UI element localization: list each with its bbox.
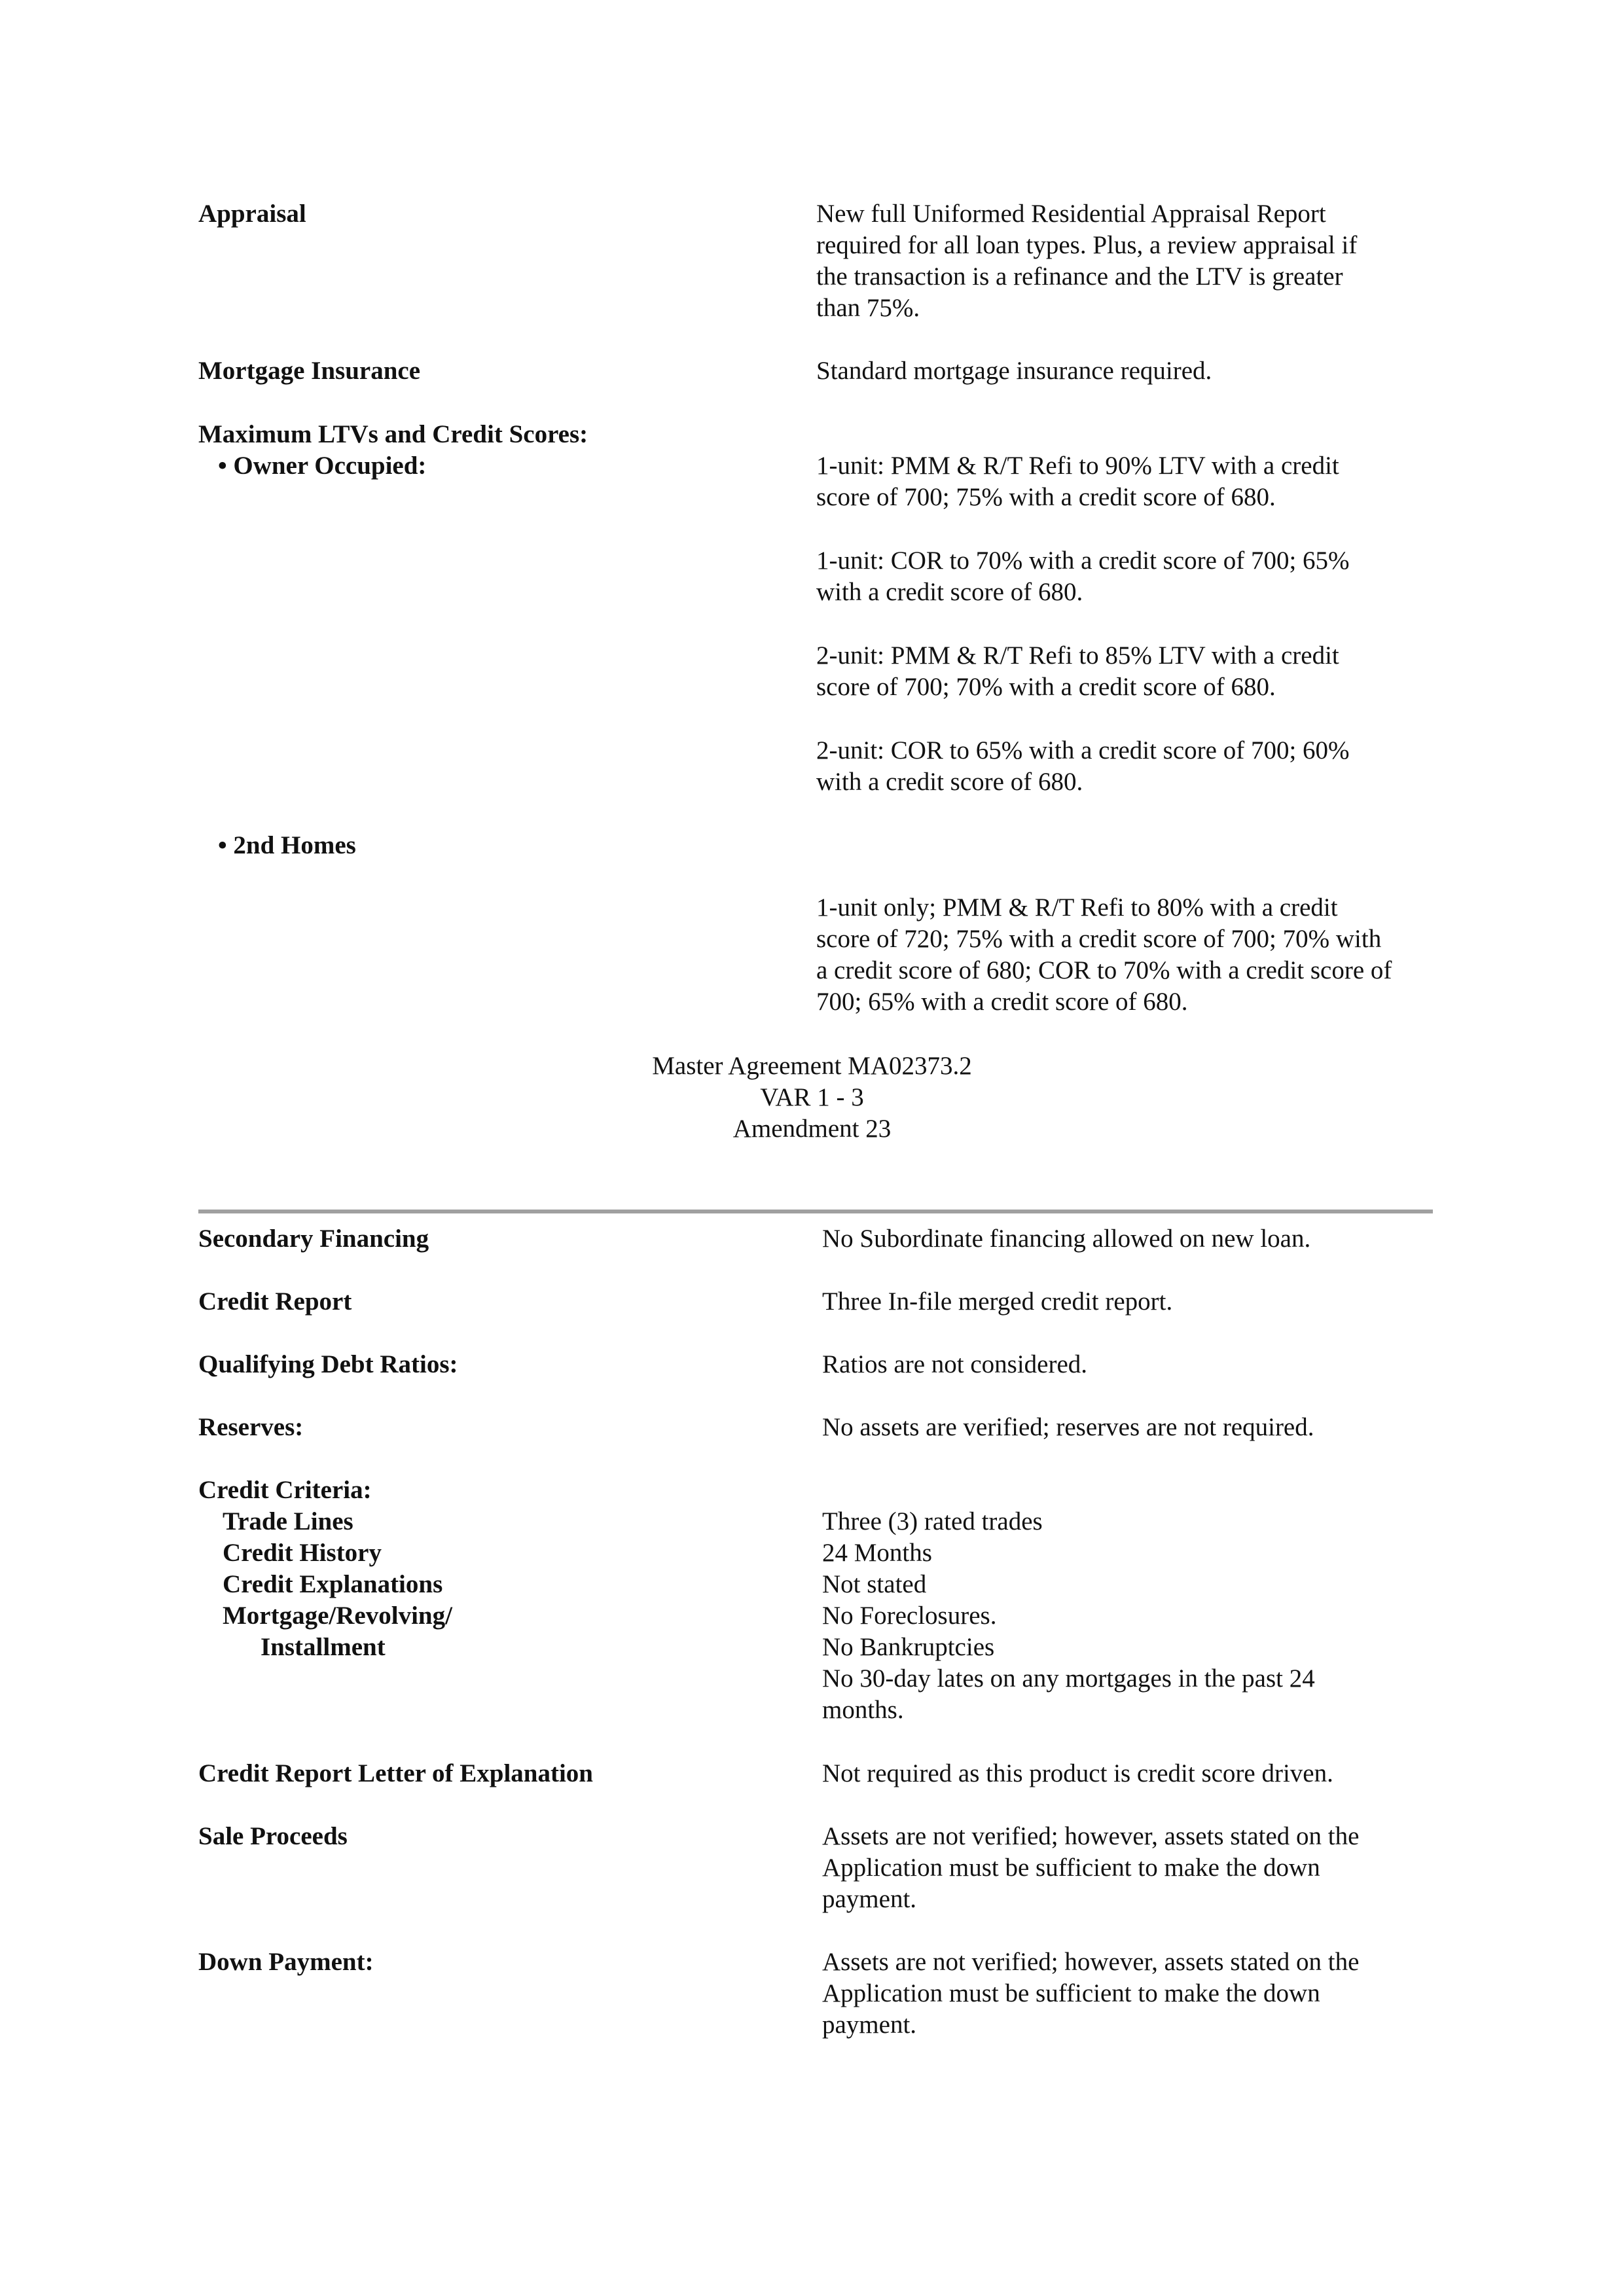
credit-report-value: Three In-file merged credit report. xyxy=(822,1287,1173,1316)
trade-lines-label: Trade Lines xyxy=(223,1507,353,1535)
qualifying-debt-ratios-label: Qualifying Debt Ratios: xyxy=(198,1350,458,1378)
qualifying-debt-ratios-value: Ratios are not considered. xyxy=(822,1350,1088,1378)
credit-explanations-value: Not stated xyxy=(822,1570,927,1598)
footer-amendment: Amendment 23 xyxy=(732,1115,892,1143)
second-homes-value: 1-unit only; PMM & R/T Refi to 80% with a credit score of 720; 75% with a credit score of 700; 70% with a credit score of 680; COR to 70% with a credit score of 700; 65% with a credit score of 680. xyxy=(816,893,1392,1016)
owner-occupied-item: 1-unit: PMM & R/T Refi to 90% LTV with a credit score of 700; 75% with a credit score of 680. xyxy=(816,452,1339,511)
owner-occupied-item: 1-unit: COR to 70% with a credit score of 700; 65% with a credit score of 680. xyxy=(816,547,1350,606)
secondary-financing-value: No Subordinate financing allowed on new loan. xyxy=(822,1225,1311,1253)
sale-proceeds-label: Sale Proceeds xyxy=(198,1822,348,1850)
footer-agreement: Master Agreement MA02373.2 xyxy=(652,1052,972,1080)
mortgage-revolving-label: Mortgage/Revolving/ xyxy=(223,1602,452,1630)
credit-history-label: Credit History xyxy=(223,1539,382,1567)
page-footer xyxy=(0,1050,1624,1145)
reserves-value: No assets are verified; reserves are not required. xyxy=(822,1413,1314,1441)
credit-history-value: 24 Months xyxy=(822,1539,932,1567)
down-payment-value: Assets are not verified; however, assets stated on the Application must be sufficient to make the down payment. xyxy=(822,1948,1360,2039)
credit-report-label: Credit Report xyxy=(198,1287,352,1316)
mortgage-insurance-value: Standard mortgage insurance required. xyxy=(816,357,1212,385)
credit-explanations-label: Credit Explanations xyxy=(223,1570,443,1598)
owner-occupied-item: 2-unit: PMM & R/T Refi to 85% LTV with a credit score of 700; 70% with a credit score of 680. xyxy=(816,641,1339,701)
trade-lines-value: Three (3) rated trades xyxy=(822,1507,1043,1535)
max-ltv-label: Maximum LTVs and Credit Scores: xyxy=(198,420,588,448)
down-payment-label: Down Payment: xyxy=(198,1948,374,1976)
appraisal-label: Appraisal xyxy=(198,200,306,228)
secondary-financing-label: Secondary Financing xyxy=(198,1225,429,1253)
owner-occupied-item: 2-unit: COR to 65% with a credit score of 700; 60% with a credit score of 680. xyxy=(816,736,1350,796)
footer-var: VAR 1 - 3 xyxy=(760,1083,864,1111)
credit-criteria-label: Credit Criteria: xyxy=(198,1476,372,1504)
appraisal-value: New full Uniformed Residential Appraisal Report required for all loan types. Plus, a review appraisal if the transaction is a refinance and the LTV is greater than 75%. xyxy=(816,200,1358,322)
mortgage-revolving-value: No Foreclosures. No Bankruptcies No 30-day lates on any mortgages in the past 24 months. xyxy=(822,1602,1315,1724)
credit-report-loe-label: Credit Report Letter of Explanation xyxy=(198,1759,593,1787)
reserves-label: Reserves: xyxy=(198,1413,304,1441)
owner-occupied-label: • Owner Occupied: xyxy=(218,452,427,480)
section-divider xyxy=(198,1210,1433,1213)
second-homes-label: • 2nd Homes xyxy=(218,831,356,859)
mortgage-insurance-label: Mortgage Insurance xyxy=(198,357,421,385)
credit-report-loe-value: Not required as this product is credit score driven. xyxy=(822,1759,1333,1787)
installment-label: Installment xyxy=(261,1633,386,1661)
sale-proceeds-value: Assets are not verified; however, assets stated on the Application must be sufficient to make the down payment. xyxy=(822,1822,1360,1913)
